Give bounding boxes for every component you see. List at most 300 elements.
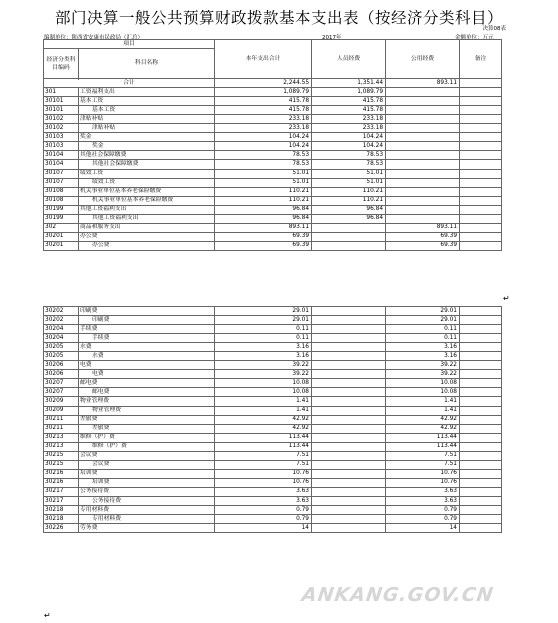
row-personnel — [312, 433, 386, 442]
row-remarks — [460, 196, 502, 205]
row-total: 78.53 — [215, 151, 312, 160]
row-remarks — [460, 515, 502, 524]
row-subject-name: 工资福利支出 — [79, 88, 215, 97]
table-row — [44, 460, 502, 469]
row-code: 30205 — [44, 343, 79, 352]
total-row-total: 2,244.55 — [215, 79, 312, 88]
row-personnel — [312, 307, 386, 316]
table-row — [44, 142, 502, 151]
row-public — [386, 187, 460, 196]
row-subject-name: 公务接待费 — [79, 496, 215, 505]
row-personnel — [312, 334, 386, 343]
row-code: 30207 — [44, 379, 79, 388]
row-remarks — [460, 334, 502, 343]
row-remarks — [460, 397, 502, 406]
row-remarks — [460, 460, 502, 469]
row-personnel: 78.53 — [312, 151, 386, 160]
table-row — [44, 361, 502, 370]
row-personnel — [312, 343, 386, 352]
row-public: 0.11 — [386, 334, 460, 343]
row-subject-name: 手续费 — [79, 334, 215, 343]
row-total: 29.01 — [215, 316, 312, 325]
row-public — [386, 196, 460, 205]
row-personnel: 415.78 — [312, 106, 386, 115]
row-public: 69.39 — [386, 241, 460, 250]
table-row — [44, 106, 502, 115]
row-remarks — [460, 406, 502, 415]
row-subject-name: 会议费 — [79, 460, 215, 469]
table-row — [44, 379, 502, 388]
row-total: 113.44 — [215, 433, 312, 442]
row-public: 1.41 — [386, 397, 460, 406]
row-code: 30101 — [44, 97, 79, 106]
row-code: 30216 — [44, 469, 79, 478]
row-remarks — [460, 97, 502, 106]
row-personnel — [312, 325, 386, 334]
row-code: 30108 — [44, 196, 79, 205]
row-subject-name: 电费 — [79, 370, 215, 379]
row-remarks — [460, 307, 502, 316]
row-total: 69.39 — [215, 241, 312, 250]
row-public: 0.11 — [386, 325, 460, 334]
table-row — [44, 196, 502, 205]
row-total: 96.84 — [215, 214, 312, 223]
row-code: 30107 — [44, 178, 79, 187]
row-subject-name: 水费 — [79, 352, 215, 361]
row-subject-name: 印刷费 — [79, 316, 215, 325]
row-subject-name: 劳务费 — [79, 524, 215, 533]
row-total: 110.21 — [215, 187, 312, 196]
row-personnel — [312, 388, 386, 397]
row-subject-name: 培训费 — [79, 478, 215, 487]
row-public: 7.51 — [386, 451, 460, 460]
total-header: 本年支出合计 — [215, 40, 312, 79]
row-code: 30205 — [44, 352, 79, 361]
row-total: 10.76 — [215, 478, 312, 487]
row-public: 0.79 — [386, 506, 460, 515]
row-code: 30206 — [44, 370, 79, 379]
row-subject-name: 奖金 — [79, 142, 215, 151]
row-remarks — [460, 343, 502, 352]
row-code: 301 — [44, 88, 79, 97]
row-total: 69.39 — [215, 232, 312, 241]
row-personnel: 78.53 — [312, 160, 386, 169]
table-row — [44, 307, 502, 316]
row-code: 30104 — [44, 151, 79, 160]
row-public: 7.51 — [386, 460, 460, 469]
table-row — [44, 232, 502, 241]
row-subject-name: 奖金 — [79, 133, 215, 142]
paragraph-mark-bottom: ↵ — [44, 611, 51, 620]
row-subject-name: 培训费 — [79, 469, 215, 478]
row-personnel: 233.18 — [312, 124, 386, 133]
row-personnel — [312, 379, 386, 388]
row-remarks — [460, 106, 502, 115]
row-subject-name: 印刷费 — [79, 307, 215, 316]
row-remarks — [460, 160, 502, 169]
row-public — [386, 124, 460, 133]
row-total: 10.08 — [215, 388, 312, 397]
table-row — [44, 343, 502, 352]
row-subject-name: 其他工资福利支出 — [79, 205, 215, 214]
row-personnel — [312, 370, 386, 379]
row-subject-name: 其他社会保障缴费 — [79, 151, 215, 160]
row-remarks — [460, 325, 502, 334]
row-code: 30103 — [44, 133, 79, 142]
row-public: 3.16 — [386, 352, 460, 361]
reporting-unit: 编制单位：陕西省安康市民政局（汇总） — [44, 35, 144, 41]
row-remarks — [460, 442, 502, 451]
row-remarks — [460, 478, 502, 487]
total-row-remarks — [460, 79, 502, 88]
row-code: 302 — [44, 223, 79, 232]
row-subject-name: 专用材料费 — [79, 515, 215, 524]
table-row — [44, 433, 502, 442]
public-header: 公用经费 — [386, 40, 460, 79]
row-code: 30199 — [44, 205, 79, 214]
row-code: 30202 — [44, 316, 79, 325]
personnel-header: 人员经费 — [312, 40, 386, 79]
row-remarks — [460, 241, 502, 250]
row-public: 42.92 — [386, 415, 460, 424]
row-public: 113.44 — [386, 442, 460, 451]
row-remarks — [460, 506, 502, 515]
row-total: 3.63 — [215, 496, 312, 505]
table-row — [44, 352, 502, 361]
row-code: 30107 — [44, 169, 79, 178]
table-row — [44, 151, 502, 160]
row-total: 1.41 — [215, 397, 312, 406]
row-remarks — [460, 352, 502, 361]
row-total: 10.08 — [215, 379, 312, 388]
row-code: 30207 — [44, 388, 79, 397]
row-public — [386, 214, 460, 223]
row-subject-name: 专用材料费 — [79, 506, 215, 515]
row-subject-name: 其他工资福利支出 — [79, 214, 215, 223]
row-total: 104.24 — [215, 133, 312, 142]
row-personnel: 233.18 — [312, 115, 386, 124]
row-personnel: 110.21 — [312, 187, 386, 196]
row-code: 30204 — [44, 334, 79, 343]
row-personnel — [312, 424, 386, 433]
row-total: 113.44 — [215, 442, 312, 451]
row-remarks — [460, 469, 502, 478]
row-public — [386, 205, 460, 214]
row-personnel: 110.21 — [312, 196, 386, 205]
row-remarks — [460, 487, 502, 496]
project-header: 项目 — [44, 40, 215, 49]
row-code: 30202 — [44, 307, 79, 316]
row-remarks — [460, 433, 502, 442]
table-row — [44, 442, 502, 451]
row-remarks — [460, 88, 502, 97]
row-public: 39.22 — [386, 361, 460, 370]
row-personnel: 51.01 — [312, 169, 386, 178]
row-code: 30226 — [44, 524, 79, 533]
row-personnel — [312, 415, 386, 424]
table-row — [44, 496, 502, 505]
row-subject-name: 绩效工资 — [79, 169, 215, 178]
row-remarks — [460, 424, 502, 433]
table-row — [44, 325, 502, 334]
row-total: 51.01 — [215, 169, 312, 178]
row-public: 113.44 — [386, 433, 460, 442]
row-remarks — [460, 205, 502, 214]
total-row-public: 893.11 — [386, 79, 460, 88]
row-code: 30213 — [44, 433, 79, 442]
row-code: 30104 — [44, 160, 79, 169]
row-subject-name: 物业管理费 — [79, 406, 215, 415]
row-public: 1.41 — [386, 406, 460, 415]
table-row — [44, 124, 502, 133]
row-code: 30201 — [44, 241, 79, 250]
row-remarks — [460, 388, 502, 397]
row-remarks — [460, 187, 502, 196]
row-public — [386, 142, 460, 151]
row-total: 14 — [215, 524, 312, 533]
row-remarks — [460, 524, 502, 533]
row-total: 3.63 — [215, 487, 312, 496]
document-title: 部门决算一般公共预算财政拨款基本支出表（按经济分类科目） — [54, 9, 503, 27]
row-remarks — [460, 415, 502, 424]
row-remarks — [460, 133, 502, 142]
table-row — [44, 415, 502, 424]
table-row — [44, 370, 502, 379]
row-subject-name: 会议费 — [79, 451, 215, 460]
row-personnel — [312, 460, 386, 469]
row-subject-name: 公务接待费 — [79, 487, 215, 496]
row-code: 30218 — [44, 506, 79, 515]
row-total: 104.24 — [215, 142, 312, 151]
row-personnel — [312, 506, 386, 515]
table-row — [44, 388, 502, 397]
row-remarks — [460, 142, 502, 151]
row-total: 10.76 — [215, 469, 312, 478]
row-total: 415.78 — [215, 97, 312, 106]
econ-code-header: 经济分类科目编码 — [44, 49, 79, 79]
row-personnel — [312, 478, 386, 487]
row-subject-name: 基本工资 — [79, 106, 215, 115]
row-public — [386, 169, 460, 178]
row-subject-name: 绩效工资 — [79, 178, 215, 187]
row-subject-name: 办公费 — [79, 241, 215, 250]
row-personnel: 104.24 — [312, 142, 386, 151]
row-personnel — [312, 241, 386, 250]
table-row — [44, 169, 502, 178]
row-total: 0.79 — [215, 515, 312, 524]
row-total: 415.78 — [215, 106, 312, 115]
paragraph-mark: ↵ — [503, 294, 510, 303]
row-personnel — [312, 487, 386, 496]
row-personnel — [312, 352, 386, 361]
row-public: 893.11 — [386, 223, 460, 232]
row-total: 0.79 — [215, 506, 312, 515]
row-remarks — [460, 124, 502, 133]
row-personnel: 104.24 — [312, 133, 386, 142]
row-personnel: 96.84 — [312, 205, 386, 214]
row-remarks — [460, 451, 502, 460]
row-remarks — [460, 214, 502, 223]
form-number: 决算08表 — [482, 26, 506, 32]
table-row — [44, 478, 502, 487]
row-subject-name: 津贴补贴 — [79, 124, 215, 133]
table-row — [44, 469, 502, 478]
row-personnel — [312, 232, 386, 241]
row-total: 7.51 — [215, 451, 312, 460]
row-code: 30215 — [44, 451, 79, 460]
row-total: 233.18 — [215, 124, 312, 133]
table-row — [44, 487, 502, 496]
row-personnel — [312, 397, 386, 406]
row-personnel: 1,089.79 — [312, 88, 386, 97]
row-remarks — [460, 115, 502, 124]
row-total: 39.22 — [215, 370, 312, 379]
row-subject-name: 维修（护）费 — [79, 433, 215, 442]
table-row — [44, 187, 502, 196]
table-row — [44, 506, 502, 515]
row-remarks — [460, 178, 502, 187]
row-code: 30213 — [44, 442, 79, 451]
row-code: 30199 — [44, 214, 79, 223]
row-personnel — [312, 451, 386, 460]
row-public: 39.22 — [386, 370, 460, 379]
row-subject-name: 差旅费 — [79, 415, 215, 424]
table-row — [44, 115, 502, 124]
row-public: 10.08 — [386, 388, 460, 397]
row-personnel — [312, 515, 386, 524]
row-total: 1,089.79 — [215, 88, 312, 97]
row-code: 30204 — [44, 325, 79, 334]
row-personnel — [312, 316, 386, 325]
row-personnel: 415.78 — [312, 97, 386, 106]
row-personnel — [312, 223, 386, 232]
row-remarks — [460, 169, 502, 178]
row-subject-name: 基本工资 — [79, 97, 215, 106]
row-total: 7.51 — [215, 460, 312, 469]
row-public: 42.92 — [386, 424, 460, 433]
expenditure-table-part2 — [43, 306, 502, 533]
row-public: 3.63 — [386, 496, 460, 505]
row-subject-name: 津贴补贴 — [79, 115, 215, 124]
expenditure-table-part1 — [43, 39, 502, 251]
row-personnel: 51.01 — [312, 178, 386, 187]
row-remarks — [460, 496, 502, 505]
row-code: 30103 — [44, 142, 79, 151]
row-code: 30108 — [44, 187, 79, 196]
row-remarks — [460, 316, 502, 325]
row-total: 0.11 — [215, 334, 312, 343]
row-code: 30216 — [44, 478, 79, 487]
row-code: 30215 — [44, 460, 79, 469]
total-row-personnel: 1,351.44 — [312, 79, 386, 88]
row-subject-name: 机关事业单位基本养老保险缴费 — [79, 187, 215, 196]
row-subject-name: 办公费 — [79, 232, 215, 241]
row-subject-name: 电费 — [79, 361, 215, 370]
row-public: 3.63 — [386, 487, 460, 496]
row-total: 110.21 — [215, 196, 312, 205]
row-remarks — [460, 361, 502, 370]
row-remarks — [460, 232, 502, 241]
table-row — [44, 424, 502, 433]
row-code: 30102 — [44, 124, 79, 133]
table-row — [44, 316, 502, 325]
row-public: 0.79 — [386, 515, 460, 524]
row-public — [386, 115, 460, 124]
row-public — [386, 88, 460, 97]
row-total: 42.92 — [215, 424, 312, 433]
row-code: 30211 — [44, 415, 79, 424]
row-personnel — [312, 496, 386, 505]
row-subject-name: 其他社会保障缴费 — [79, 160, 215, 169]
row-total: 51.01 — [215, 178, 312, 187]
row-code: 30211 — [44, 424, 79, 433]
row-code: 30217 — [44, 496, 79, 505]
table-row — [44, 88, 502, 97]
row-subject-name: 机关事业单位基本养老保险缴费 — [79, 196, 215, 205]
row-code: 30209 — [44, 406, 79, 415]
row-public: 10.76 — [386, 478, 460, 487]
row-public: 29.01 — [386, 307, 460, 316]
row-total: 78.53 — [215, 160, 312, 169]
row-public — [386, 97, 460, 106]
table-row — [44, 97, 502, 106]
row-subject-name: 手续费 — [79, 325, 215, 334]
table-row — [44, 178, 502, 187]
table-row — [44, 451, 502, 460]
watermark: ANKANG.GOV.CN — [300, 584, 496, 606]
row-code: 30201 — [44, 232, 79, 241]
row-public: 29.01 — [386, 316, 460, 325]
row-public — [386, 151, 460, 160]
row-code: 30218 — [44, 515, 79, 524]
row-total: 893.11 — [215, 223, 312, 232]
row-subject-name: 邮电费 — [79, 388, 215, 397]
table-row — [44, 397, 502, 406]
row-public — [386, 178, 460, 187]
row-public: 10.08 — [386, 379, 460, 388]
row-remarks — [460, 379, 502, 388]
row-personnel — [312, 406, 386, 415]
row-public — [386, 160, 460, 169]
row-total: 29.01 — [215, 307, 312, 316]
row-total: 0.11 — [215, 325, 312, 334]
row-personnel — [312, 524, 386, 533]
table-row — [44, 524, 502, 533]
row-subject-name: 维修（护）费 — [79, 442, 215, 451]
row-public: 3.16 — [386, 343, 460, 352]
row-code: 30206 — [44, 361, 79, 370]
row-remarks — [460, 370, 502, 379]
row-subject-name: 差旅费 — [79, 424, 215, 433]
table-row — [44, 160, 502, 169]
row-personnel — [312, 442, 386, 451]
table-row — [44, 205, 502, 214]
row-subject-name: 邮电费 — [79, 379, 215, 388]
table-row — [44, 214, 502, 223]
row-total: 3.16 — [215, 343, 312, 352]
remarks-header: 备注 — [460, 40, 502, 79]
row-total: 42.92 — [215, 415, 312, 424]
table-row — [44, 406, 502, 415]
row-total: 96.84 — [215, 205, 312, 214]
row-public — [386, 106, 460, 115]
row-total: 233.18 — [215, 115, 312, 124]
table-row — [44, 133, 502, 142]
total-row-label: 合计 — [44, 79, 215, 88]
row-remarks — [460, 223, 502, 232]
subject-name-header: 科目名称 — [79, 49, 215, 79]
row-remarks — [460, 151, 502, 160]
